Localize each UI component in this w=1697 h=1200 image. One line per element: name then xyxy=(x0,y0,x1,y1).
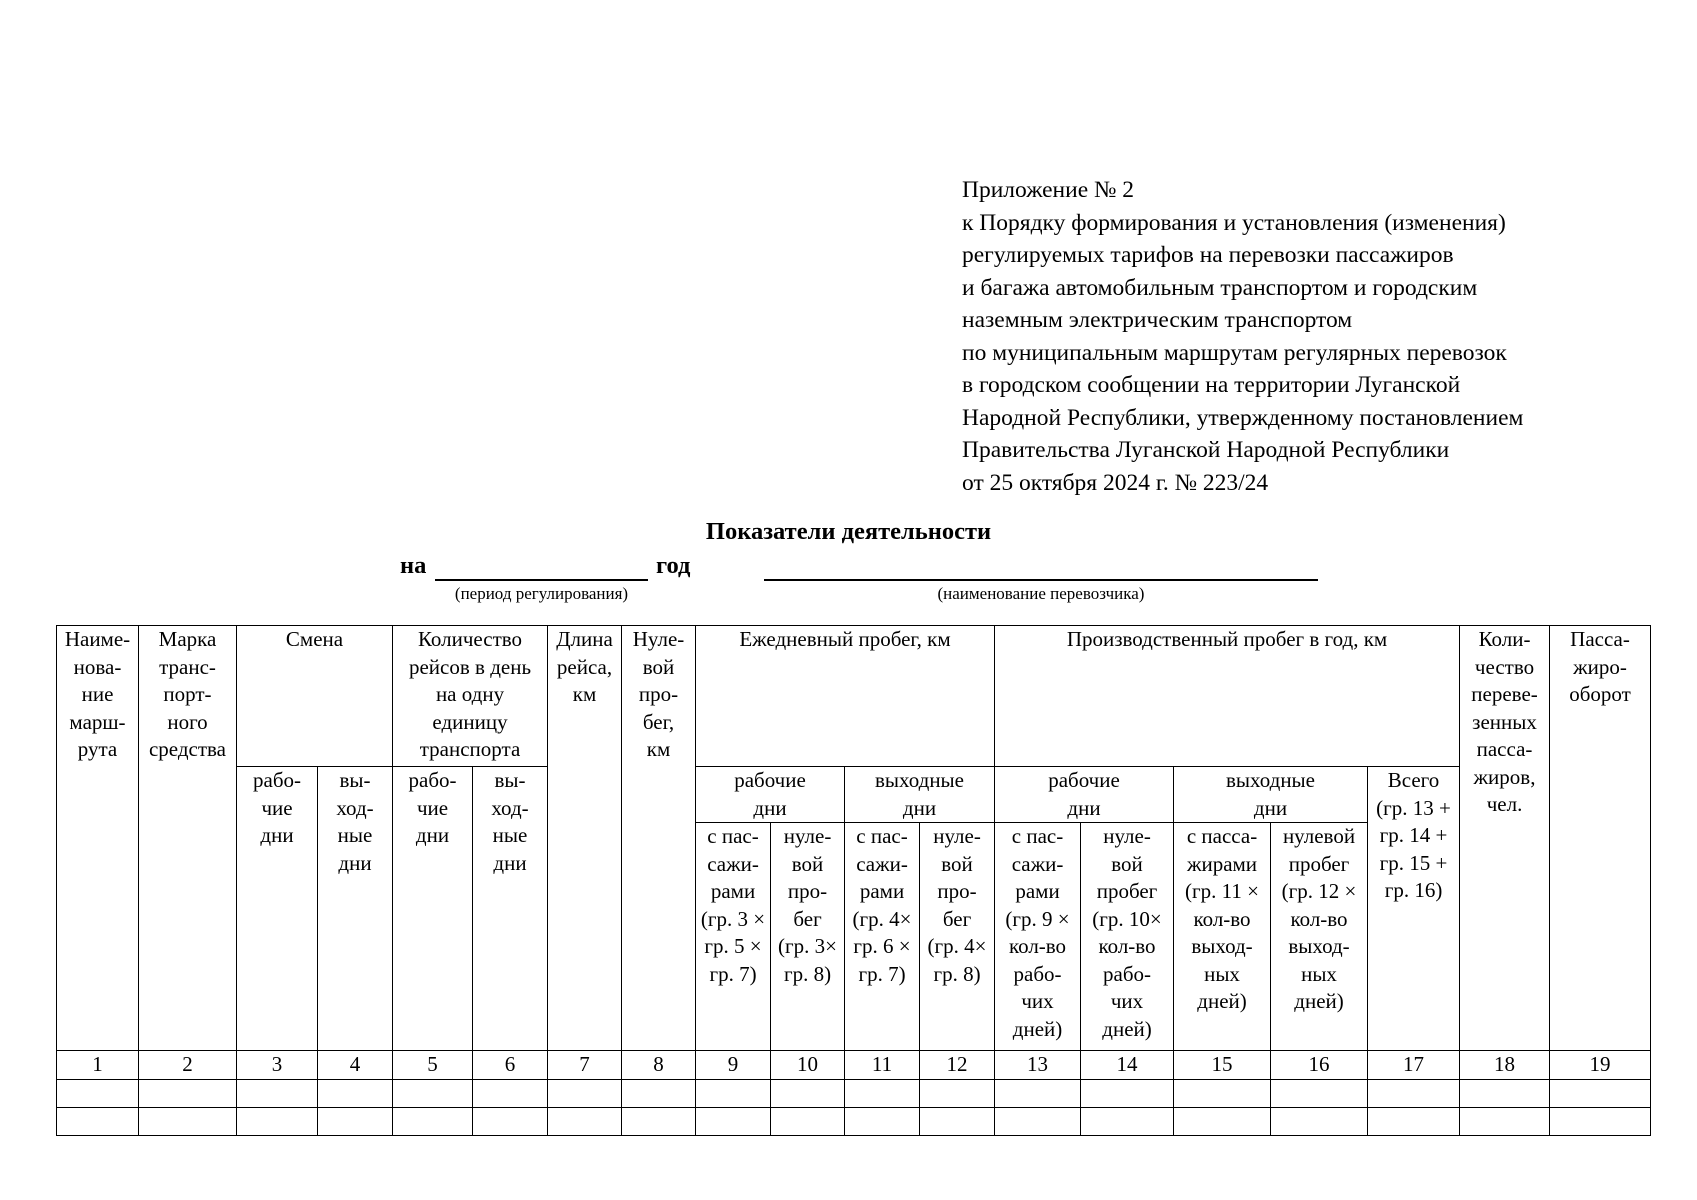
header-shift-workdays: рабо- чие дни xyxy=(237,767,318,1051)
header-trips-weekends: вы- ход- ные дни xyxy=(473,767,548,1051)
table-cell[interactable] xyxy=(622,1108,696,1136)
table-row xyxy=(57,1080,1651,1108)
table-cell[interactable] xyxy=(1368,1080,1460,1108)
appendix-line: в городском сообщении на территории Луганской xyxy=(962,372,1461,398)
appendix-line: и багажа автомобильным транспортом и городским xyxy=(962,274,1478,301)
column-number: 1 xyxy=(57,1051,139,1080)
table-cell[interactable] xyxy=(1174,1108,1271,1136)
table-cell[interactable] xyxy=(696,1080,771,1108)
table-cell[interactable] xyxy=(1174,1080,1271,1108)
header-daily-weekends: выходные дни xyxy=(845,767,995,823)
column-number: 7 xyxy=(548,1051,622,1080)
header-null-run: Нуле- вой про- бег, км xyxy=(622,626,696,1051)
appendix-line: Правительства Луганской Народной Республики xyxy=(962,437,1450,463)
table-cell[interactable] xyxy=(696,1108,771,1136)
header-col-16: нулевой пробег (гр. 12 × кол-во выход- ных дней) xyxy=(1271,823,1368,1051)
header-vehicle-brand: Марка транс- порт- ного средства xyxy=(139,626,237,1051)
table-cell[interactable] xyxy=(1550,1108,1651,1136)
header-col-9: с пас- сажи- рами (гр. 3 × гр. 5 × гр. 7) xyxy=(696,823,771,1051)
table-cell[interactable] xyxy=(237,1108,318,1136)
appendix-line: наземным электрическим транспортом xyxy=(962,307,1353,333)
column-number: 9 xyxy=(696,1051,771,1080)
appendix-line: к Порядку формирования и установления (изменения) xyxy=(962,209,1506,236)
column-number: 4 xyxy=(318,1051,393,1080)
column-number: 10 xyxy=(771,1051,845,1080)
header-col-10: нуле- вой про- бег (гр. 3× гр. 8) xyxy=(771,823,845,1051)
header-trips-workdays: рабо- чие дни xyxy=(393,767,473,1051)
period-prefix: на xyxy=(400,552,427,579)
table-cell[interactable] xyxy=(771,1108,845,1136)
appendix-block xyxy=(962,174,1523,499)
period-blank-line xyxy=(435,579,648,581)
table-cell[interactable] xyxy=(393,1080,473,1108)
header-shift: Смена xyxy=(237,626,393,767)
period-suffix: год xyxy=(656,552,691,579)
header-route-name: Наиме- нова- ние марш- рута xyxy=(57,626,139,1051)
table-cell[interactable] xyxy=(995,1108,1081,1136)
carrier-blank-line xyxy=(764,579,1318,581)
column-number: 16 xyxy=(1271,1051,1368,1080)
table-cell[interactable] xyxy=(1550,1080,1651,1108)
header-daily-workdays: рабочие дни xyxy=(696,767,845,823)
table-cell[interactable] xyxy=(1460,1108,1550,1136)
period-caption: (период регулирования) xyxy=(454,584,629,603)
table-cell[interactable] xyxy=(1460,1080,1550,1108)
table-cell[interactable] xyxy=(473,1108,548,1136)
table-cell[interactable] xyxy=(139,1108,237,1136)
table-cell[interactable] xyxy=(473,1080,548,1108)
table-cell[interactable] xyxy=(920,1108,995,1136)
column-number: 17 xyxy=(1368,1051,1460,1080)
header-col-13: с пас- сажи- рами (гр. 9 × кол-во рабо- чих дней) xyxy=(995,823,1081,1051)
appendix-line: от 25 октября 2024 г. № 223/24 xyxy=(962,469,1269,496)
table-cell[interactable] xyxy=(318,1080,393,1108)
table-cell[interactable] xyxy=(1271,1080,1368,1108)
column-number: 8 xyxy=(622,1051,696,1080)
table-cell[interactable] xyxy=(771,1080,845,1108)
document-title: Показатели деятельности xyxy=(705,518,992,545)
table-cell[interactable] xyxy=(393,1108,473,1136)
table-cell[interactable] xyxy=(845,1108,920,1136)
appendix-line: по муниципальным маршрутам регулярных перевозок xyxy=(962,339,1507,366)
column-number: 3 xyxy=(237,1051,318,1080)
table-cell[interactable] xyxy=(237,1080,318,1108)
column-number: 19 xyxy=(1550,1051,1651,1080)
table-cell[interactable] xyxy=(548,1108,622,1136)
indicators-table xyxy=(56,625,1651,1136)
column-number: 6 xyxy=(473,1051,548,1080)
header-shift-weekends: вы- ход- ные дни xyxy=(318,767,393,1051)
table-cell[interactable] xyxy=(1081,1080,1174,1108)
header-annual-workdays: рабочие дни xyxy=(995,767,1174,823)
column-number: 5 xyxy=(393,1051,473,1080)
table-cell[interactable] xyxy=(1368,1108,1460,1136)
header-annual-total: Всего (гр. 13 + гр. 14 + гр. 15 + гр. 16) xyxy=(1368,767,1460,1051)
header-passengers-count: Коли- чество переве- зенных пасса- жиров, чел. xyxy=(1460,626,1550,1051)
table-cell[interactable] xyxy=(622,1080,696,1108)
table-cell[interactable] xyxy=(995,1080,1081,1108)
header-col-11: с пас- сажи- рами (гр. 4× гр. 6 × гр. 7) xyxy=(845,823,920,1051)
header-daily-run: Ежедневный пробег, км xyxy=(696,626,995,767)
column-number: 15 xyxy=(1174,1051,1271,1080)
table-row xyxy=(57,1108,1651,1136)
column-number: 2 xyxy=(139,1051,237,1080)
appendix-line: регулируемых тарифов на перевозки пассажиров xyxy=(962,242,1454,268)
appendix-line: Приложение № 2 xyxy=(962,177,1135,203)
column-number: 12 xyxy=(920,1051,995,1080)
column-number: 11 xyxy=(845,1051,920,1080)
carrier-caption: (наименование перевозчика) xyxy=(937,584,1145,603)
header-col-15: с пасса- жирами (гр. 11 × кол-во выход- ных дней) xyxy=(1174,823,1271,1051)
header-passenger-turnover: Пасса- жиро- оборот xyxy=(1550,626,1651,1051)
table-cell[interactable] xyxy=(139,1080,237,1108)
table-cell[interactable] xyxy=(920,1080,995,1108)
header-col-14: нуле- вой пробег (гр. 10× кол-во рабо- чих дней) xyxy=(1081,823,1174,1051)
table-cell[interactable] xyxy=(845,1080,920,1108)
header-col-12: нуле- вой про- бег (гр. 4× гр. 8) xyxy=(920,823,995,1051)
table-cell[interactable] xyxy=(1081,1108,1174,1136)
header-trip-length: Длина рейса, км xyxy=(548,626,622,1051)
table-cell[interactable] xyxy=(57,1108,139,1136)
appendix-line: Народной Республики, утвержденному постановлением xyxy=(962,404,1524,431)
table-cell[interactable] xyxy=(318,1108,393,1136)
header-annual-run: Производственный пробег в год, км xyxy=(995,626,1460,767)
column-number: 14 xyxy=(1081,1051,1174,1080)
table-cell[interactable] xyxy=(57,1080,139,1108)
column-number: 13 xyxy=(995,1051,1081,1080)
header-trips-per-day: Количество рейсов в день на одну единицу транспорта xyxy=(393,626,548,767)
table-cell[interactable] xyxy=(1271,1108,1368,1136)
header-annual-weekends: выходные дни xyxy=(1174,767,1368,823)
column-number: 18 xyxy=(1460,1051,1550,1080)
table-cell[interactable] xyxy=(548,1080,622,1108)
